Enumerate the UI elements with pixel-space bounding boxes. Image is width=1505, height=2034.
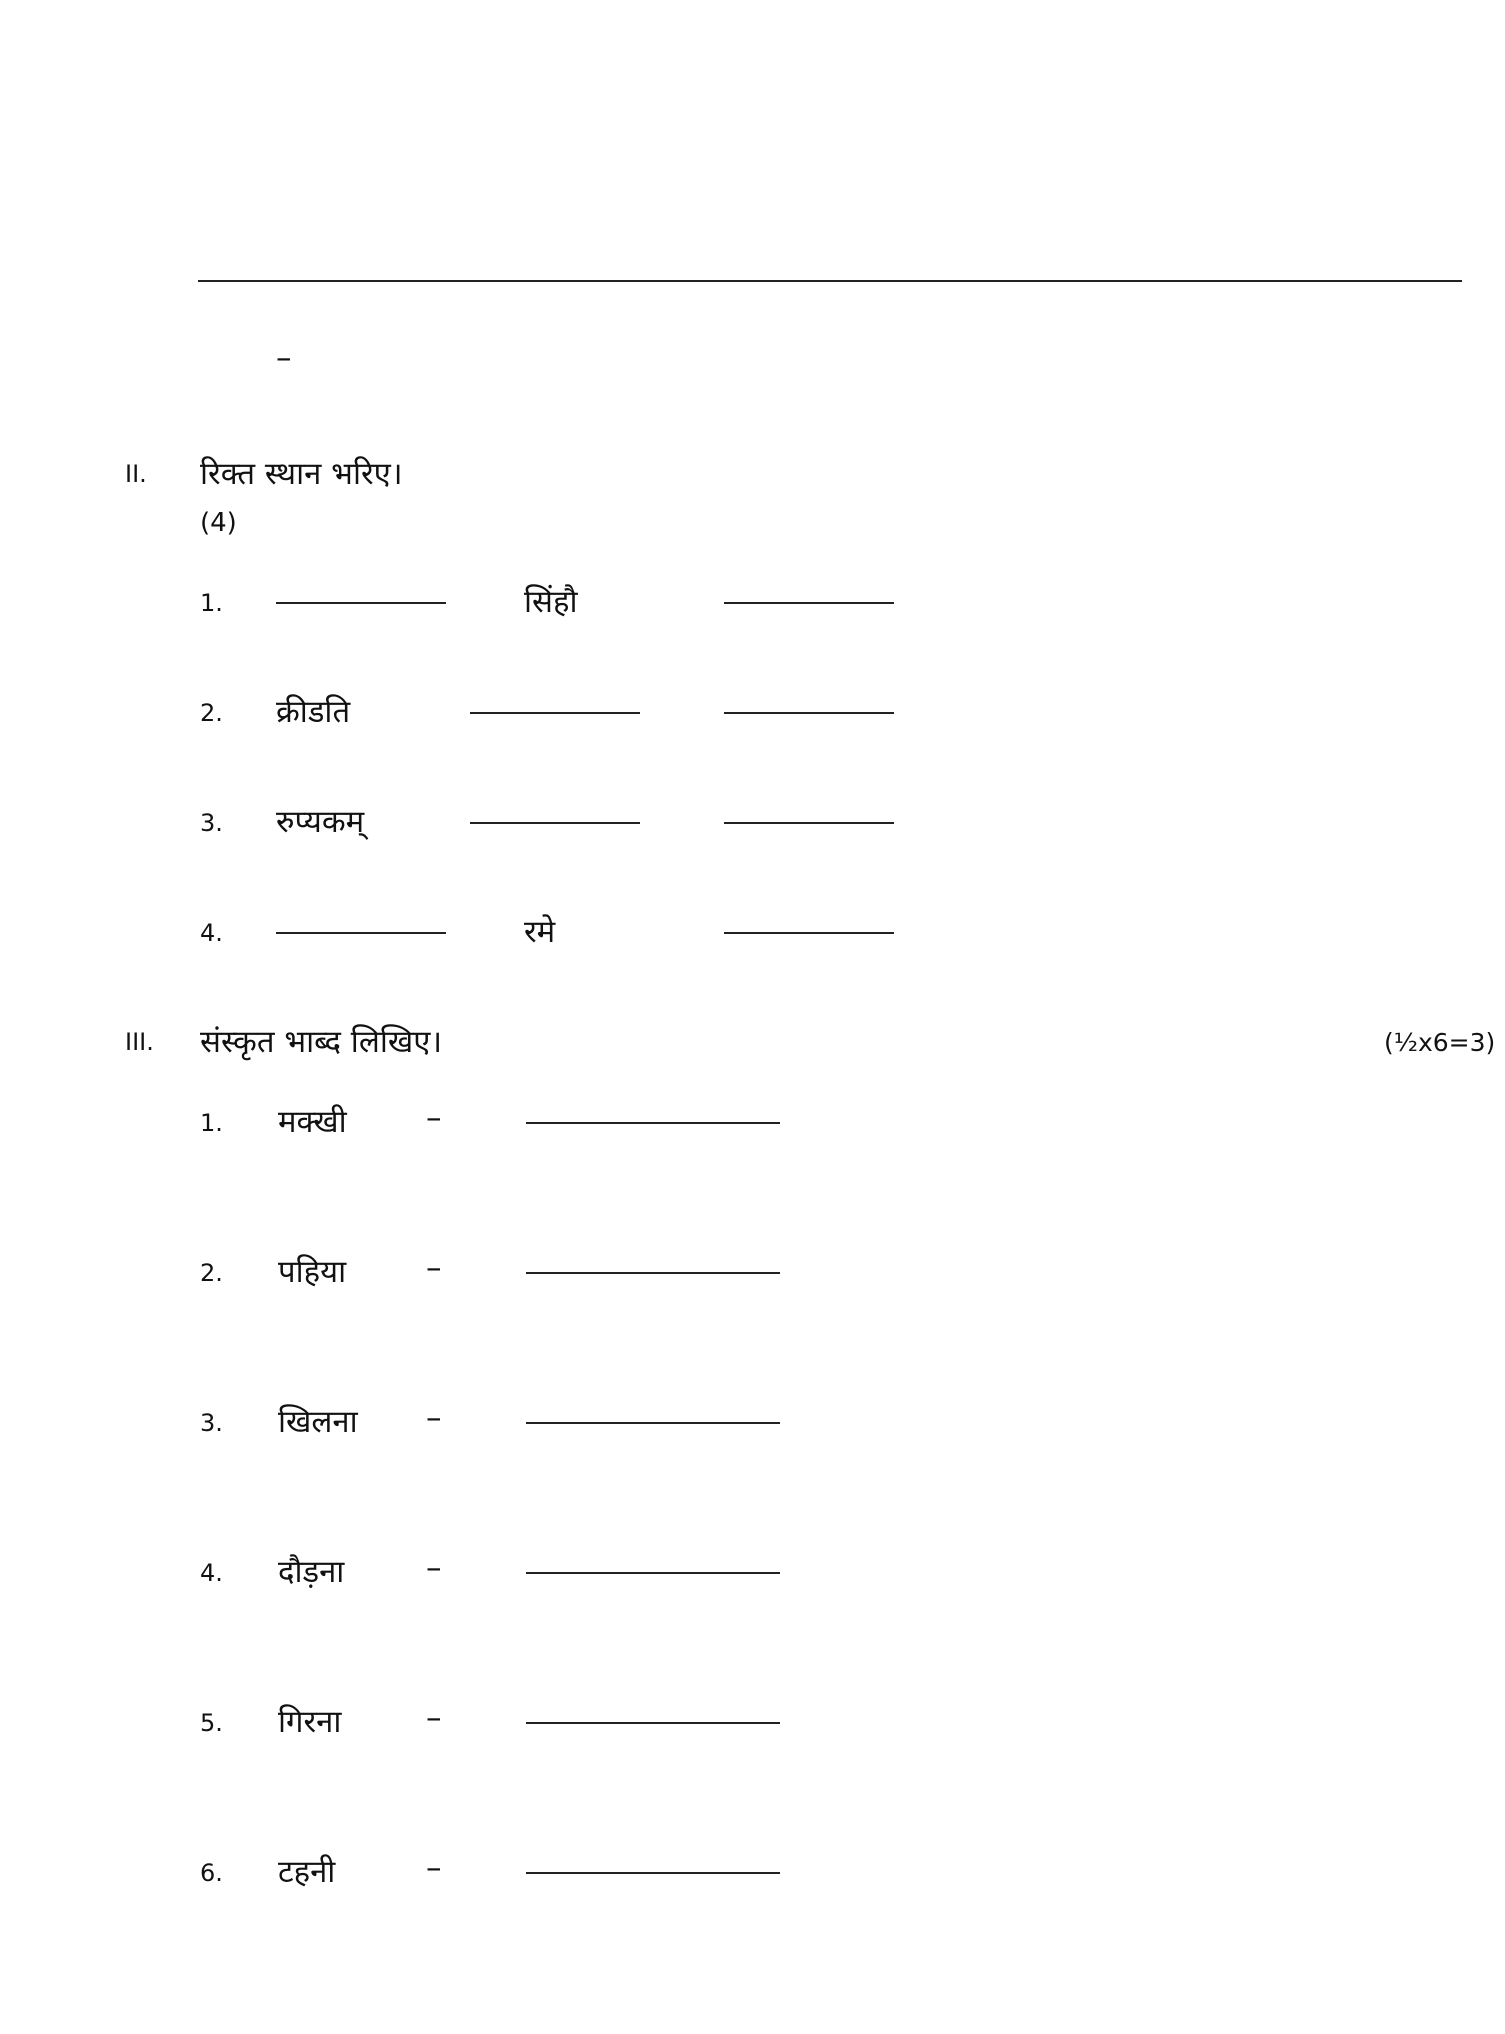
- word-row-1-number: 1.: [200, 1109, 223, 1137]
- word-row-5-number: 5.: [200, 1709, 223, 1737]
- fill-row-3-blank-b: [724, 822, 894, 824]
- word-row-5-word: गिरना: [278, 1704, 342, 1740]
- word-row-6-word: टहनी: [278, 1854, 336, 1890]
- fill-row-3-given: रुप्यकम्: [276, 804, 365, 840]
- section-3-marks: (½x6=3): [1384, 1028, 1496, 1057]
- fill-row-4-given: रमे: [524, 914, 556, 950]
- fill-row-3-blank-a: [470, 822, 640, 824]
- word-row-1-blank: [526, 1122, 780, 1124]
- fill-row-1-blank-a: [276, 602, 446, 604]
- word-row-2-blank: [526, 1272, 780, 1274]
- section-2-heading: रिक्त स्थान भरिए।: [200, 456, 403, 492]
- fill-row-2-blank-b: [724, 712, 894, 714]
- word-row-3-word: खिलना: [278, 1404, 358, 1440]
- word-row-5-dash: –: [426, 1700, 442, 1736]
- fill-row-1-blank-b: [724, 602, 894, 604]
- word-row-4-dash: –: [426, 1550, 442, 1586]
- fill-row-4-blank-a: [276, 932, 446, 934]
- section-2-marks: (4): [200, 508, 237, 538]
- word-row-2-word: पहिया: [278, 1254, 347, 1290]
- word-row-4-word: दौड़ना: [278, 1554, 345, 1590]
- fill-row-1-number: 1.: [200, 589, 223, 617]
- fill-row-4-blank-b: [724, 932, 894, 934]
- word-row-3-blank: [526, 1422, 780, 1424]
- answer-line-tail: –: [276, 340, 292, 376]
- word-row-1-word: मक्खी: [278, 1104, 347, 1140]
- fill-row-2-number: 2.: [200, 699, 223, 727]
- section-2-number: II.: [125, 460, 147, 488]
- section-3-heading: संस्कृत भाब्द लिखिए।: [200, 1024, 443, 1060]
- word-row-2-number: 2.: [200, 1259, 223, 1287]
- word-row-4-blank: [526, 1572, 780, 1574]
- word-row-1-dash: –: [426, 1100, 442, 1136]
- fill-row-1-given: सिंहौ: [524, 584, 578, 620]
- word-row-3-dash: –: [426, 1400, 442, 1436]
- fill-row-3-number: 3.: [200, 809, 223, 837]
- word-row-6-blank: [526, 1872, 780, 1874]
- word-row-2-dash: –: [426, 1250, 442, 1286]
- word-row-3-number: 3.: [200, 1409, 223, 1437]
- fill-row-2-blank-a: [470, 712, 640, 714]
- word-row-6-number: 6.: [200, 1859, 223, 1887]
- fill-row-4-number: 4.: [200, 919, 223, 947]
- word-row-6-dash: –: [426, 1850, 442, 1886]
- answer-line-long: [198, 280, 1462, 282]
- section-3-number: III.: [125, 1028, 154, 1056]
- word-row-5-blank: [526, 1722, 780, 1724]
- fill-row-2-given: क्रीडति: [276, 694, 351, 730]
- word-row-4-number: 4.: [200, 1559, 223, 1587]
